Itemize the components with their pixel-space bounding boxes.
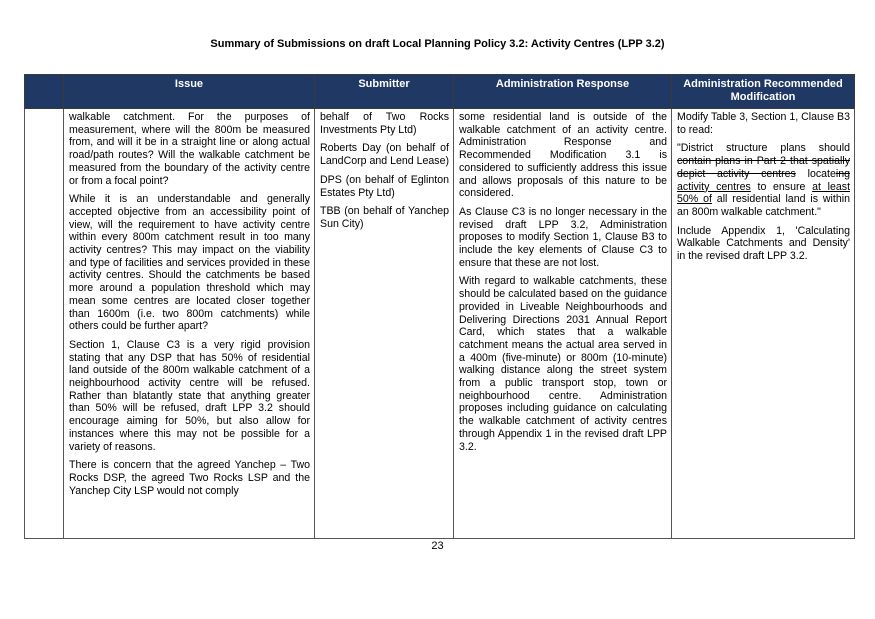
inserted-text: activity centres xyxy=(677,180,751,193)
table-header-row xyxy=(25,75,855,109)
response-cell xyxy=(454,109,672,539)
page-number: 23 xyxy=(431,540,444,552)
header-number xyxy=(25,75,64,109)
submitter-entry: DPS (on behalf of Eglinton Estates Pty Ltd) xyxy=(320,173,449,199)
clause-text: to ensure xyxy=(750,180,813,193)
row-number-cell xyxy=(25,109,64,539)
clause-text: "District structure plans should xyxy=(677,142,850,155)
submissions-table xyxy=(24,74,855,539)
response-paragraph: As Clause C3 is no longer necessary in the revised draft LPP 3.2, Administration proposes to modify Section 1, Clause B3 to include the key elements of Clause C3 to ensure that these are not lost. xyxy=(459,205,667,269)
issue-cell xyxy=(64,109,315,539)
deleted-text: contain plans in Part 2 that spatially depict activity centres xyxy=(677,155,850,180)
inserted-text: at least 50% of xyxy=(677,180,850,206)
issue-paragraph: While it is an understandable and generally accepted objective from an accessibility point of view, will the requirement to have activity centre within every 800m catchment result in too many activity centres? This may impact on the viability and type of facilities and services provided in these activity centres. Should the catchments be based more around a population threshold which may mean some centres are located closer together than 1600m (i.e. two 800m catchments) while others could be further apart? xyxy=(69,193,310,333)
issue-paragraph: walkable catchment. For the purposes of measurement, where will the 800m be measured from, and will it be in a straight line or along actual road/path routes? Will the walkable catchment be measured from the boundary of the activity centre or from a focal point? xyxy=(69,111,310,187)
modification-appendix: Include Appendix 1, 'Calculating Walkable Catchments and Density' in the revised draft LPP 3.2. xyxy=(677,224,850,263)
response-paragraph: With regard to walkable catchments, these should be calculated based on the guidance provided in Liveable Neighbourhoods and Delivering Directions 2031 Annual Report Card, which states that a walkable catchment means the actual area served in a 400m (five-minute) or 800m (10-minute) walking distance along the street system from a public transport stop, town or neighbourhood centre. Administration proposes including guidance on calculating the walkable catchment of activity centres through Appendix 1 in the revised draft LPP 3.2. xyxy=(459,275,667,453)
header-administration-response: Administration Response xyxy=(454,75,672,109)
modification-clause-text xyxy=(677,142,850,218)
header-submitter: Submitter xyxy=(315,75,454,109)
modification-cell xyxy=(672,109,855,539)
clause-text: all residential land is within an 800m walkable catchment." xyxy=(677,193,850,218)
issue-paragraph: There is concern that the agreed Yanchep – Two Rocks DSP, the agreed Two Rocks LSP and the Yanchep City LSP would not comply xyxy=(69,459,310,497)
table-row xyxy=(25,109,855,539)
header-recommended-modification: Administration Recommended Modification xyxy=(672,75,855,109)
submitter-entry: Roberts Day (on behalf of LandCorp and Lend Lease) xyxy=(320,142,449,168)
clause-text: locate xyxy=(795,167,836,180)
modification-intro: Modify Table 3, Section 1, Clause B3 to read: xyxy=(677,111,850,136)
header-issue: Issue xyxy=(64,75,315,109)
submitter-cell xyxy=(315,109,454,539)
page-title: Summary of Submissions on draft Local Planning Policy 3.2: Activity Centres (LPP 3.2) xyxy=(210,38,665,50)
submitter-entry: TBB (on behalf of Yanchep Sun City) xyxy=(320,205,449,230)
issue-paragraph: Section 1, Clause C3 is a very rigid provision stating that any DSP that has 50% of residential land outside of the 800m walkable catchment of a neighbourhood activity centre will be refused. Rather than blatantly state that anything greater than 50% will be refused, draft LPP 3.2 should encourage aiming for 50%, but also allow for instances where this may not be possible for a variety of reasons. xyxy=(69,338,310,453)
response-paragraph: some residential land is outside of the walkable catchment of an activity centre. Administration Response and Recommended Modification 3.1 is considered to sufficiently address this issue and allows proposals of this nature to be considered. xyxy=(459,111,667,200)
submitter-entry: behalf of Two Rocks Investments Pty Ltd) xyxy=(320,111,449,136)
deleted-text: ing xyxy=(835,167,850,180)
